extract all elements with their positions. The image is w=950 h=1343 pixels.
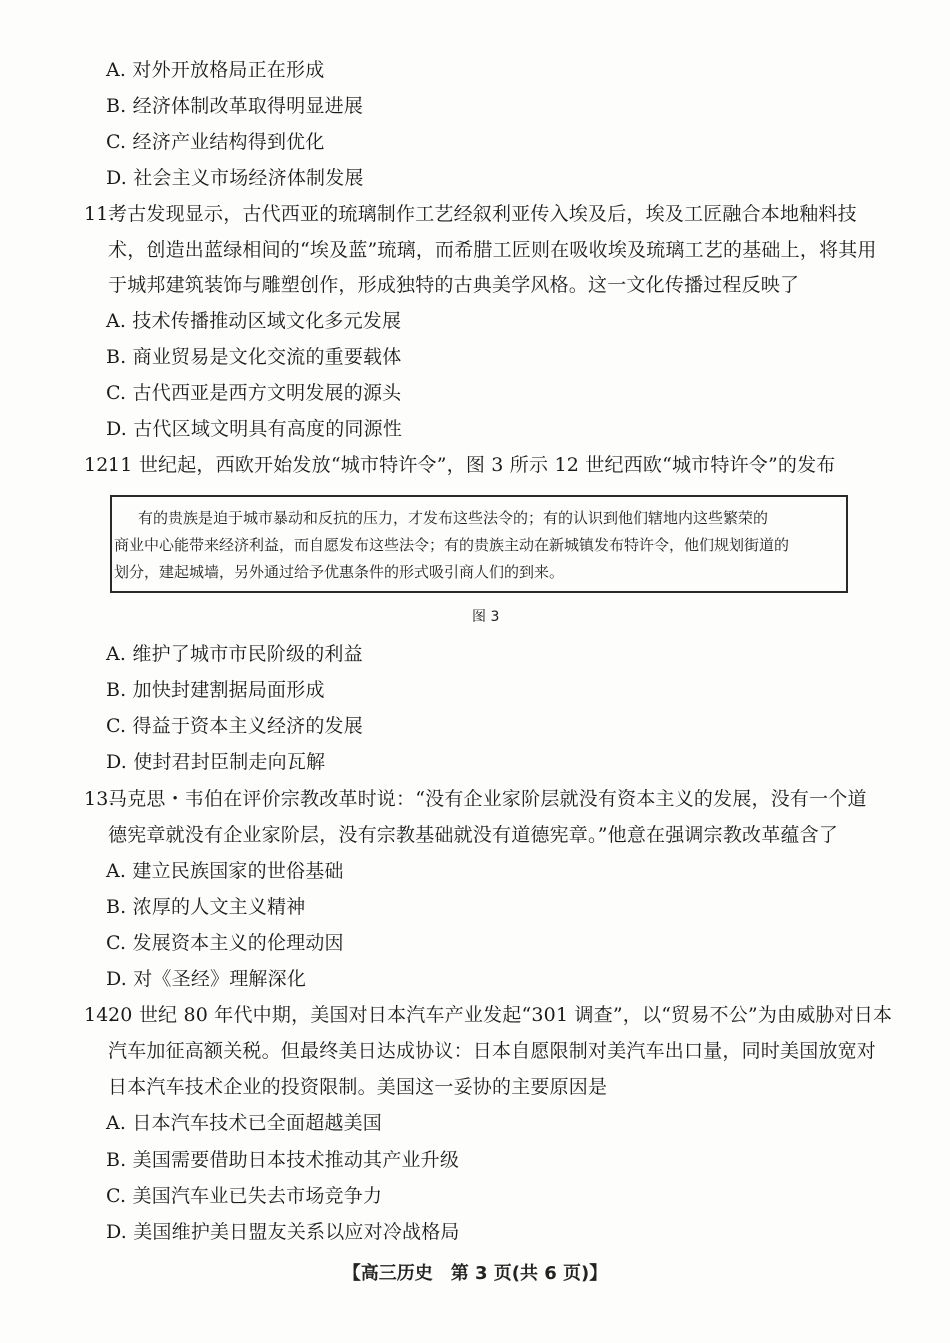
q10-option-d: D. 社会主义市场经济体制发展: [106, 167, 364, 189]
q11-option-c: C. 古代西亚是西方文明发展的源头: [106, 382, 402, 404]
q14-option-c: C. 美国汽车业已失去市场竞争力: [106, 1185, 383, 1207]
q14-stem-line-3: 日本汽车技术企业的投资限制。美国这一妥协的主要原因是: [108, 1076, 608, 1098]
q13-option-b: B. 浓厚的人文主义精神: [106, 896, 306, 918]
figure-3-quote-line-1: 有的贵族是迫于城市暴动和反抗的压力，才发布这些法令的；有的认识到他们辖地内这些繁荣的: [138, 509, 769, 527]
q11-stem-line-1: 考古发现显示，古代西亚的琉璃制作工艺经叙利亚传入埃及后，埃及工匠融合本地釉料技: [108, 203, 857, 225]
q11-option-b: B. 商业贸易是文化交流的重要载体: [106, 346, 402, 368]
q11-stem-line-3: 于城邦建筑装饰与雕塑创作，形成独特的古典美学风格。这一文化传播过程反映了: [108, 274, 800, 296]
q14-option-d: D. 美国维护美日盟友关系以应对冷战格局: [106, 1221, 460, 1243]
q12-option-b: B. 加快封建割据局面形成: [106, 679, 325, 701]
figure-3-quote-line-2: 商业中心能带来经济利益，而自愿发布这些法令；有的贵族主动在新城镇发布特许令，他们规划街道的: [114, 536, 790, 554]
q12-option-c: C. 得益于资本主义经济的发展: [106, 715, 363, 737]
q13-number: 13.: [84, 788, 115, 810]
q10-option-c: C. 经济产业结构得到优化: [106, 131, 325, 153]
q11-stem-line-2: 术，创造出蓝绿相间的“埃及蓝”琉璃，而希腊工匠则在吸收埃及琉璃工艺的基础上，将其用: [108, 239, 877, 261]
q10-option-b: B. 经济体制改革取得明显进展: [106, 95, 364, 117]
q13-stem-line-2: 德宪章就没有企业家阶层，没有宗教基础就没有道德宪章。”他意在强调宗教改革蕴含了: [108, 824, 839, 846]
figure-3-quote-line-3: 划分，建起城墙，另外通过给予优惠条件的形式吸引商人们的到来。: [114, 563, 565, 581]
q11-option-d: D. 古代区域文明具有高度的同源性: [106, 418, 403, 440]
q13-option-d: D. 对《圣经》理解深化: [106, 968, 307, 990]
q13-option-c: C. 发展资本主义的伦理动因: [106, 932, 344, 954]
q10-option-a: A. 对外开放格局正在形成: [106, 59, 325, 81]
q12-option-d: D. 使封君封臣制走向瓦解: [106, 751, 326, 773]
q11-number: 11.: [84, 203, 115, 225]
q14-stem-line-1: 20 世纪 80 年代中期，美国对日本汽车产业发起“301 调查”，以“贸易不公”为由威胁对日本: [108, 1004, 893, 1026]
page-footer: 【高三历史 第 3 页(共 6 页)】: [342, 1263, 608, 1284]
q13-option-a: A. 建立民族国家的世俗基础: [106, 860, 344, 882]
q12-stem-line-1: 11 世纪起，西欧开始发放“城市特许令”，图 3 所示 12 世纪西欧“城市特许令”的发布: [108, 454, 836, 476]
q12-option-a: A. 维护了城市市民阶级的利益: [106, 643, 363, 665]
q14-option-a: A. 日本汽车技术已全面超越美国: [106, 1112, 383, 1134]
q12-number: 12.: [84, 454, 115, 476]
figure-3-caption: 图 3: [472, 609, 500, 625]
q13-stem-line-1: 马克思・韦伯在评价宗教改革时说：“没有企业家阶层就没有资本主义的发展，没有一个道: [108, 788, 867, 810]
q14-option-b: B. 美国需要借助日本技术推动其产业升级: [106, 1149, 460, 1171]
q14-number: 14.: [84, 1004, 115, 1026]
q11-option-a: A. 技术传播推动区域文化多元发展: [106, 310, 402, 332]
q14-stem-line-2: 汽车加征高额关税。但最终美日达成协议：日本自愿限制对美汽车出口量，同时美国放宽对: [108, 1040, 877, 1062]
